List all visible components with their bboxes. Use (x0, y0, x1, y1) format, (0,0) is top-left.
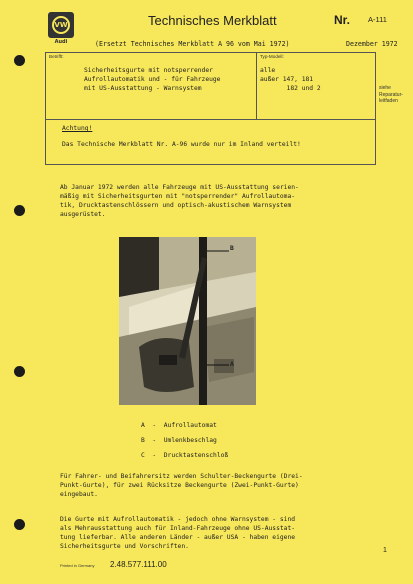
subject-box (45, 52, 257, 120)
seatbelt-photo (119, 237, 256, 405)
model-line: außer 147, 181 (260, 76, 314, 83)
side-note-line: leitfaden (379, 98, 398, 104)
model-line: 182 und 2 (260, 85, 321, 92)
side-note-line: siehe (379, 85, 391, 91)
paragraph-line: Ab Januar 1972 werden alle Fahrzeuge mit US-Ausstattung serien- (60, 184, 299, 191)
vw-logo (48, 12, 74, 38)
subject-line: Sicherheitsgurte mit notsperrender (84, 67, 213, 74)
punch-hole (14, 205, 25, 216)
paragraph-line: ausgerüstet. (60, 211, 106, 218)
vw-logo-mark: VW (52, 16, 70, 34)
punch-hole (14, 366, 25, 377)
model-box (256, 52, 376, 120)
side-note-line: Reparatur- (379, 91, 403, 98)
number-value: A-111 (368, 15, 387, 24)
model-label: Typ-Modell: (260, 54, 284, 59)
document-date: Dezember 1972 (346, 40, 398, 48)
paragraph-line: mäßig mit Sicherheitsgurten mit "notsperrender" Aufrollautoma- (60, 193, 296, 200)
legend-item: C - Drucktastenschloß (141, 452, 229, 459)
paragraph-line: Die Gurte mit Aufrollautomatik - jedoch ohne Warnsystem - sind (60, 516, 296, 523)
paragraph-line: als Mehrausstattung auch für Inland-Fahrzeuge ohne US-Ausstat- (60, 525, 296, 532)
document-title: Technisches Merkblatt (148, 13, 277, 28)
number-label: Nr. (334, 13, 351, 27)
seatbelt-photo-illustration (119, 237, 256, 405)
subtitle: (Ersetzt Technisches Merkblatt A 96 vom Mai 1972) (95, 40, 290, 48)
photo-label-b: B (230, 245, 234, 252)
paragraph-line: eingebaut. (60, 491, 98, 498)
document-number: 2.48.577.111.00 (110, 560, 167, 569)
paragraph-line: tik, Drucktastenschlössern und optisch-akustischem Warnsystem (60, 202, 292, 209)
model-line: alle (260, 67, 276, 74)
notice-heading: Achtung! (62, 125, 93, 132)
side-note (379, 85, 403, 105)
subject-line: mit US-Ausstattung - Warnsystem (84, 85, 202, 92)
photo-label-a: A (230, 361, 234, 368)
printed-note: Printed in Germany (60, 563, 95, 568)
legend-item: A - Aufrollautomat (141, 422, 217, 429)
punch-hole (14, 55, 25, 66)
page-number: 1 (383, 547, 387, 554)
paragraph-line: Für Fahrer- und Beifahrersitz werden Schulter-Beckengurte (Drei- (60, 473, 303, 480)
notice-text: Das Technische Merkblatt Nr. A-96 wurde nur im Inland verteilt! (62, 141, 301, 148)
legend-item: B - Umlenkbeschlag (141, 437, 217, 444)
subject-line: Aufrollautomatik und - für Fahrzeuge (84, 76, 221, 83)
logo-caption: Audi (54, 39, 68, 45)
paragraph-line: Punkt-Gurte), für zwei Rücksitze Beckengurte (Zwei-Punkt-Gurte) (60, 482, 299, 489)
paragraph-line: tung lieferbar. Alle anderen Länder - außer USA - haben eigene (60, 534, 296, 541)
notice-box (45, 119, 376, 165)
punch-hole (14, 519, 25, 530)
subject-label: Betrifft: (49, 54, 64, 59)
paragraph-line: Sicherheitsgurte und Vorschriften. (60, 543, 189, 550)
